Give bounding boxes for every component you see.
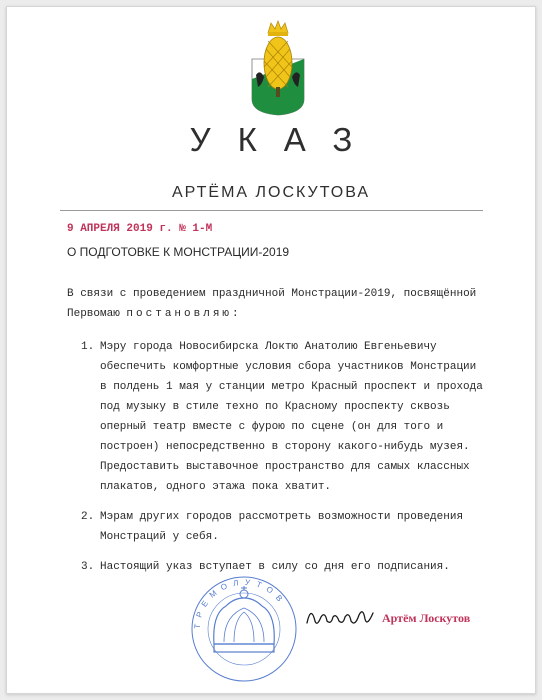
item-text: Настоящий указ вступает в силу со дня его подписания. — [100, 561, 450, 573]
item-text: Мэру города Новосибирска Локтю Анатолию Евгеньевичу обеспечить комфортные условия сбора участников Монстрации в полдень 1 мая у станции метро Красный проспект и прохода под музыку в стиле техно по Красному проспекту сквозь оперный театр вместе с фурою по сцене (он для того и построен) непосредственно в сторону какого-нибудь музея. Предоставить выставочное пространство для самых классных плакатов, одного этажа пока хватит. — [100, 341, 483, 493]
item-number: 2. — [81, 511, 95, 523]
decree-items — [67, 337, 487, 587]
intro-decree-word: постановляю: — [126, 308, 242, 320]
title-divider — [60, 210, 483, 211]
intro-text: В связи с проведением праздничной Монстрации-2019, посвящённой Первомаю — [67, 288, 477, 320]
list-item — [67, 337, 487, 497]
document-title: УКАЗ — [189, 121, 380, 158]
svg-text:ТРЕМОЛУТОВ — [193, 578, 288, 630]
seal-text: ТРЕМОЛУТОВ — [192, 577, 288, 630]
date-number: 9 АПРЕЛЯ 2019 г. № 1-М — [67, 223, 213, 235]
intro-paragraph — [67, 284, 497, 324]
item-number: 3. — [81, 561, 95, 573]
item-number: 1. — [81, 341, 95, 353]
item-text: Мэрам других городов рассмотреть возможности проведения Монстраций у себя. — [100, 511, 464, 543]
coat-of-arms-icon — [248, 19, 308, 117]
list-item — [67, 507, 487, 547]
handwritten-signature — [303, 599, 379, 633]
signer-name: Артём Лоскутов — [382, 611, 471, 625]
decree-page — [6, 6, 536, 694]
document-subject: О ПОДГОТОВКЕ К МОНСТРАЦИИ-2019 — [67, 245, 290, 259]
document-author: АРТЁМА ЛОСКУТОВА — [172, 184, 370, 201]
crown-seal-icon — [184, 574, 304, 684]
